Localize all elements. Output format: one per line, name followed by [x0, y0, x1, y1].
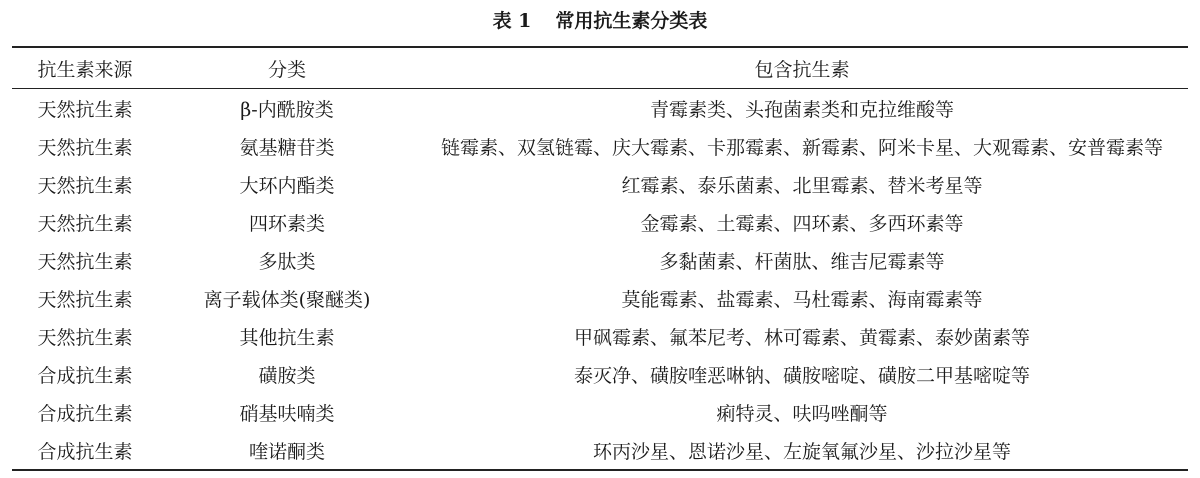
- cell-source: 天然抗生素: [37, 326, 133, 349]
- cell-source: 天然抗生素: [37, 212, 133, 235]
- cell-antibiotics: 痢特灵、呋吗唑酮等: [716, 402, 888, 425]
- cell-antibiotics: 甲砜霉素、氟苯尼考、林可霉素、黄霉素、泰妙菌素等: [573, 326, 1030, 349]
- cell-category: 硝基呋喃类: [239, 402, 335, 425]
- table-row: [12, 241, 1188, 279]
- cell-antibiotics: 链霉素、双氢链霉、庆大霉素、卡那霉素、新霉素、阿米卡星、大观霉素、安普霉素等: [440, 136, 1163, 159]
- table-row: [12, 89, 1188, 128]
- cell-antibiotics: 金霉素、土霉素、四环素、多西环素等: [640, 212, 964, 235]
- table-row: [12, 203, 1188, 241]
- header-antibiotics: 包含抗生素: [754, 58, 850, 81]
- table-row: [12, 317, 1188, 355]
- table-row: [12, 279, 1188, 317]
- cell-antibiotics: 红霉素、泰乐菌素、北里霉素、替米考星等: [621, 174, 983, 197]
- table-row: [12, 431, 1188, 470]
- table-row: [12, 127, 1188, 165]
- header-source: 抗生素来源: [37, 58, 133, 81]
- cell-source: 天然抗生素: [37, 98, 133, 121]
- cell-antibiotics: 莫能霉素、盐霉素、马杜霉素、海南霉素等: [621, 288, 983, 311]
- cell-antibiotics: 青霉素类、头孢菌素类和克拉维酸等: [649, 98, 954, 121]
- table-header: [12, 47, 1188, 89]
- table-title: 常用抗生素分类表: [555, 10, 708, 32]
- table-number: 表 1: [492, 10, 532, 32]
- cell-category: 四环素类: [248, 212, 325, 235]
- header-category: 分类: [267, 58, 306, 81]
- cell-source: 天然抗生素: [37, 250, 133, 273]
- cell-category: 离子载体类(聚醚类): [203, 288, 371, 311]
- cell-source: 天然抗生素: [37, 288, 133, 311]
- cell-category: 大环内酯类: [239, 174, 335, 197]
- cell-source: 合成抗生素: [37, 440, 133, 463]
- cell-category: 磺胺类: [258, 364, 316, 387]
- table-row: [12, 393, 1188, 431]
- cell-source: 天然抗生素: [37, 174, 133, 197]
- table-body: [12, 89, 1188, 471]
- cell-source: 天然抗生素: [37, 136, 133, 159]
- cell-antibiotics: 泰灭净、磺胺喹恶啉钠、磺胺嘧啶、磺胺二甲基嘧啶等: [573, 364, 1030, 387]
- cell-category: 多肽类: [258, 250, 316, 273]
- cell-category: β-内酰胺类: [240, 98, 334, 121]
- header-row: [12, 47, 1188, 89]
- cell-antibiotics: 环丙沙星、恩诺沙星、左旋氧氟沙星、沙拉沙星等: [592, 440, 1011, 463]
- cell-category: 氨基糖苷类: [239, 136, 335, 159]
- cell-category: 喹诺酮类: [248, 440, 325, 463]
- table-row: [12, 165, 1188, 203]
- cell-antibiotics: 多黏菌素、杆菌肽、维吉尼霉素等: [659, 250, 945, 273]
- antibiotic-classification-table: [12, 46, 1188, 471]
- cell-source: 合成抗生素: [37, 402, 133, 425]
- cell-source: 合成抗生素: [37, 364, 133, 387]
- table-caption: [0, 7, 1200, 35]
- cell-category: 其他抗生素: [239, 326, 335, 349]
- table-row: [12, 355, 1188, 393]
